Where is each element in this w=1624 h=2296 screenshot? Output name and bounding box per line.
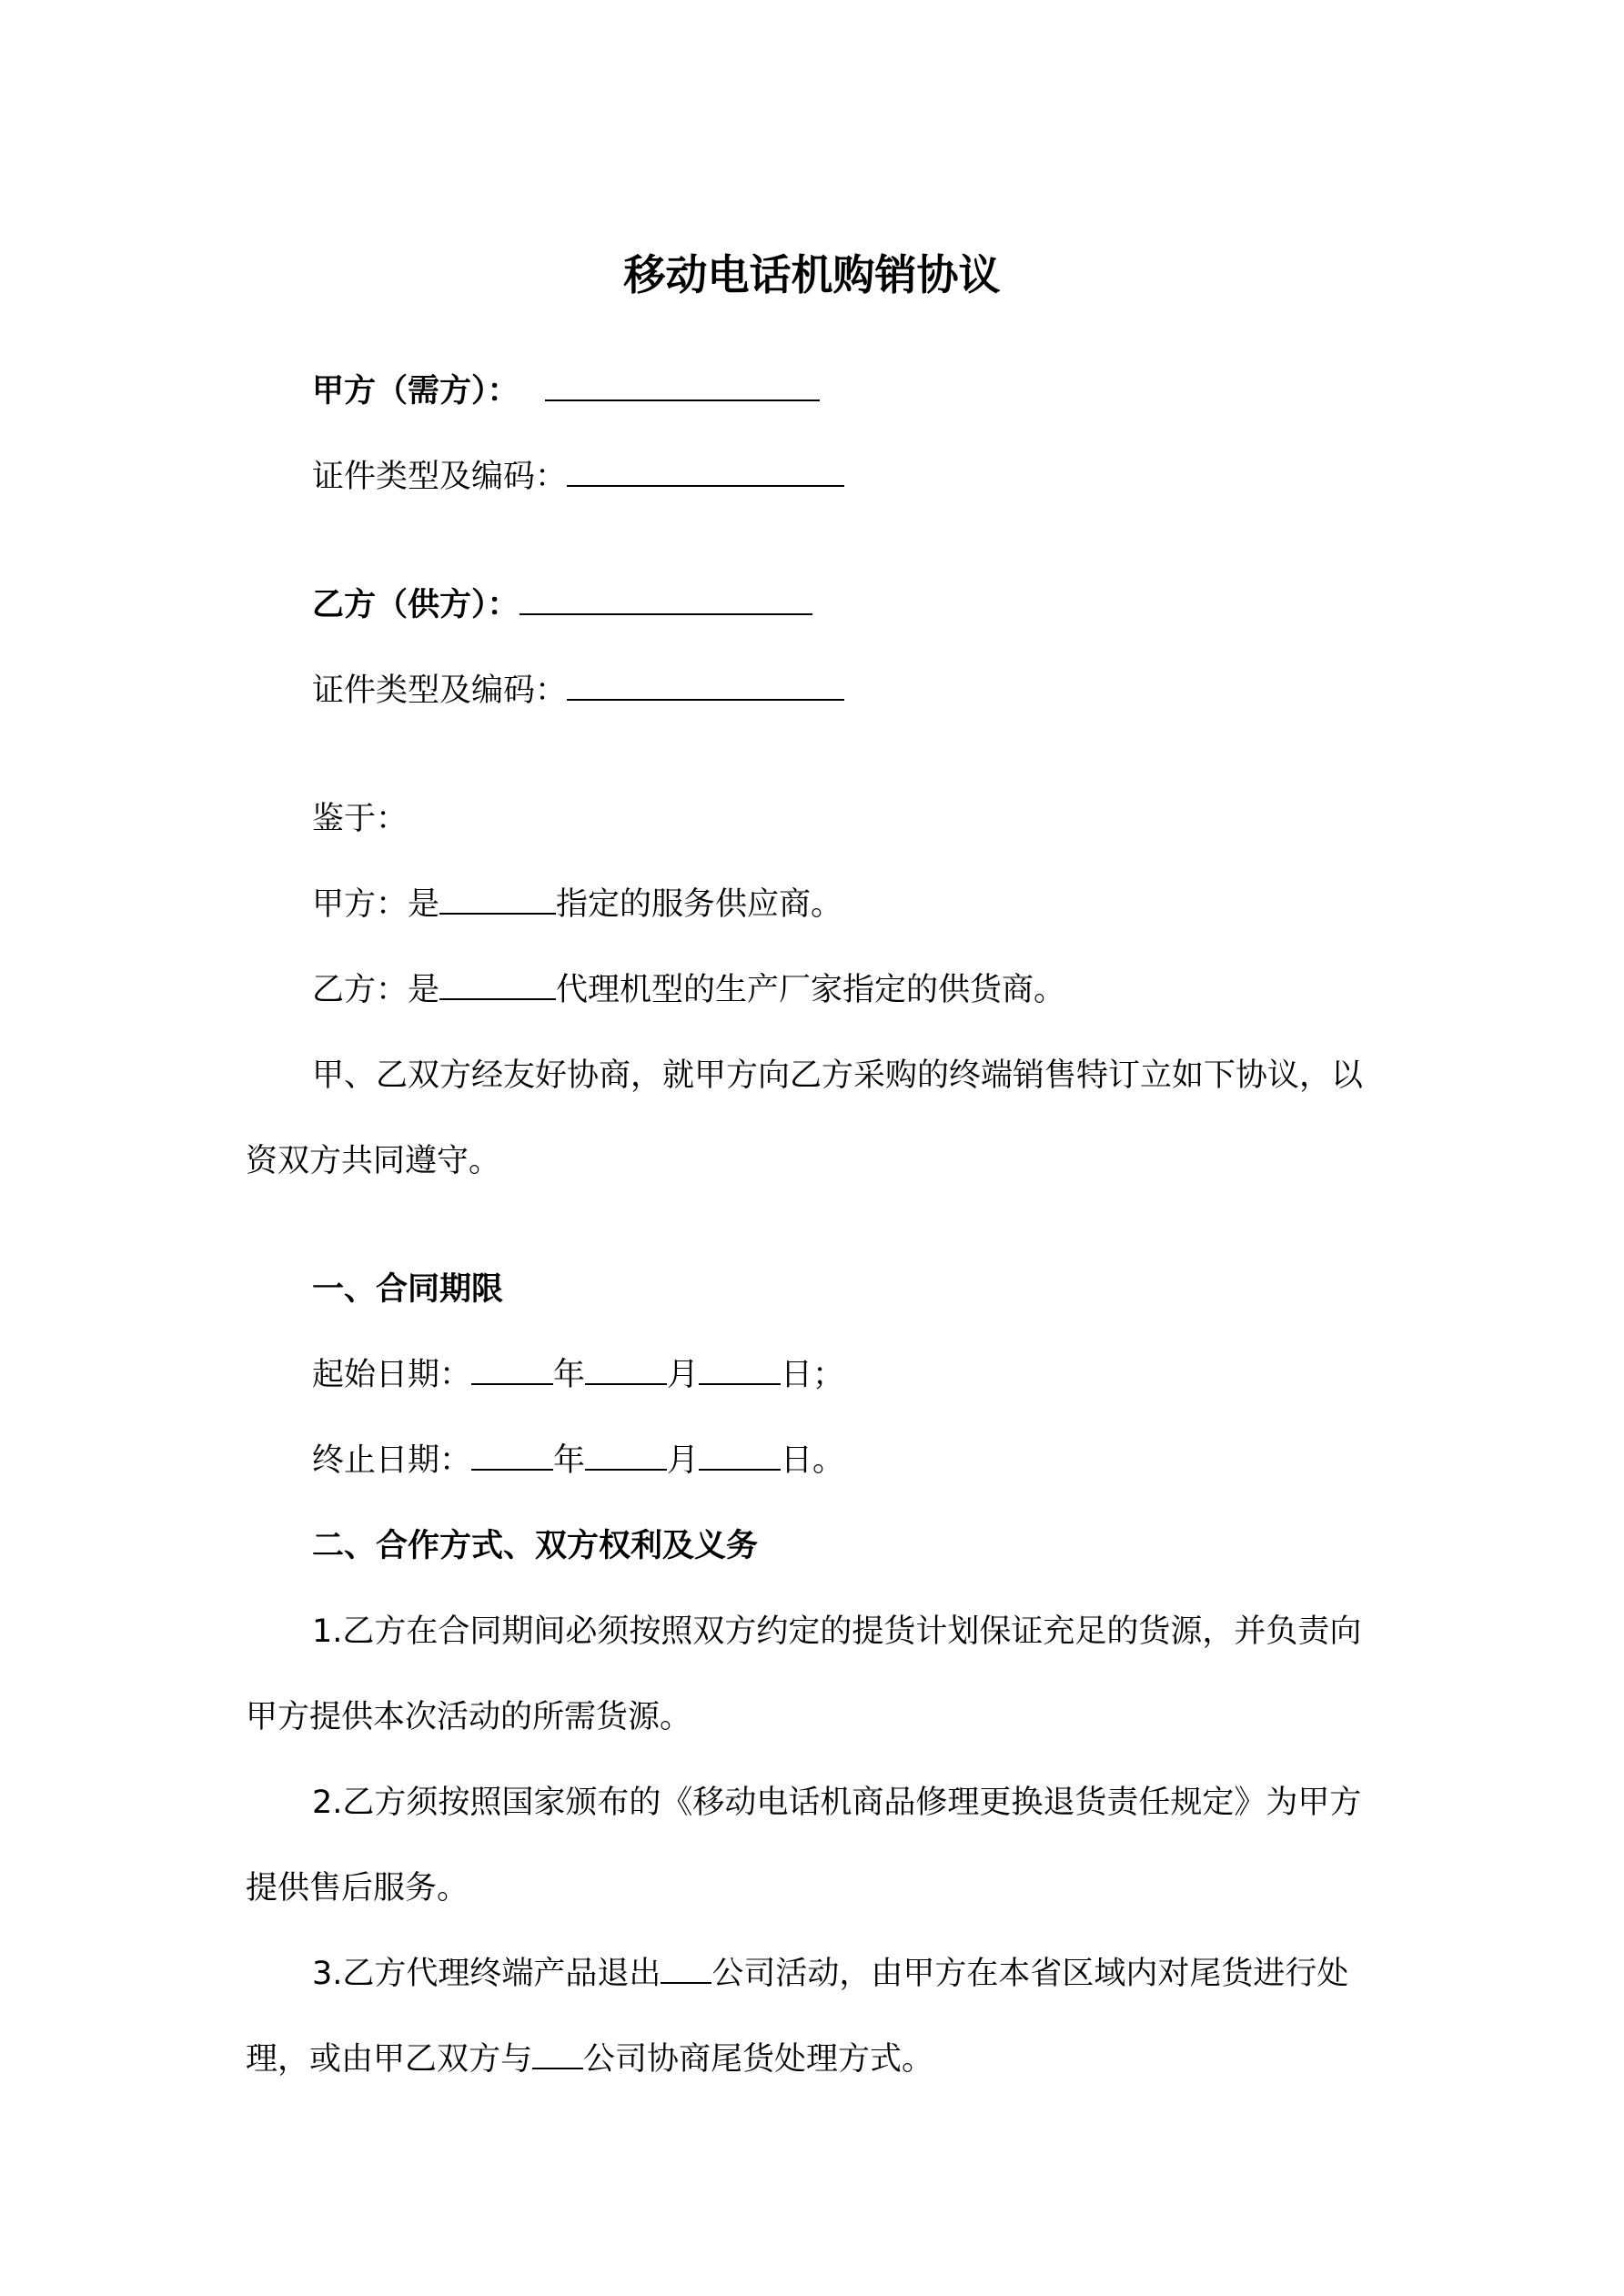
start-date-label: 起始日期：	[312, 1357, 472, 1393]
section1-heading: 一、合同期限	[312, 1271, 504, 1308]
party-a-id-field[interactable]	[567, 458, 844, 487]
day-label: 日。	[781, 1442, 845, 1479]
end-date-line	[312, 1441, 844, 1481]
clause3-company-field[interactable]	[661, 1955, 711, 1984]
year-label: 年	[553, 1357, 586, 1393]
year-label: 年	[553, 1442, 586, 1479]
agreement-paragraph-line2: 资双方共同遵守。	[246, 1143, 501, 1179]
clause3-text-d: 公司协商尾货处理方式。	[583, 2041, 934, 2078]
month-label: 月	[667, 1442, 700, 1479]
start-month-field[interactable]	[585, 1356, 667, 1385]
agreement-paragraph-line1: 甲、乙双方经友好协商，就甲方向乙方采购的终端销售特订立如下协议，以	[312, 1057, 1364, 1094]
clause2-line1: 2.乙方须按照国家颁布的《移动电话机商品修理更换退货责任规定》为甲方	[312, 1785, 1362, 1821]
start-date-line	[312, 1355, 844, 1395]
clause3-line2	[246, 2039, 933, 2079]
party-a-line	[312, 371, 820, 411]
clause3-line1	[312, 1954, 1348, 1994]
party-a-label: 甲方（需方）：	[312, 373, 519, 410]
month-label: 月	[667, 1357, 700, 1393]
end-date-label: 终止日期：	[312, 1442, 472, 1479]
clause2-line2: 提供售后服务。	[246, 1870, 469, 1907]
recitals-intro: 鉴于：	[312, 801, 409, 837]
party-b-id-label: 证件类型及编码：	[312, 673, 568, 709]
clause1-line2: 甲方提供本次活动的所需货源。	[246, 1699, 692, 1735]
recital-party-b	[312, 970, 1065, 1010]
party-a-id-line	[312, 457, 844, 497]
recital-a-prefix: 甲方：是	[312, 886, 440, 923]
recital-b-prefix: 乙方：是	[312, 972, 440, 1008]
party-a-id-label: 证件类型及编码：	[312, 459, 568, 495]
clause3-text-c: 理，或由甲乙双方与	[246, 2041, 533, 2078]
recital-b-blank[interactable]	[439, 971, 556, 1000]
document-title: 移动电话机购销协议	[623, 250, 1001, 299]
section2-heading: 二、合作方式、双方权利及义务	[312, 1528, 759, 1564]
recital-a-blank[interactable]	[439, 885, 556, 915]
day-label: 日；	[781, 1357, 845, 1393]
start-year-field[interactable]	[471, 1356, 553, 1385]
party-b-label: 乙方（供方）：	[312, 587, 519, 623]
party-b-id-line	[312, 671, 844, 711]
clause3-text-a: 3.乙方代理终端产品退出	[312, 1956, 661, 1992]
recital-a-suffix: 指定的服务供应商。	[556, 886, 843, 923]
party-b-name-field[interactable]	[519, 586, 812, 615]
end-year-field[interactable]	[471, 1441, 553, 1471]
party-b-id-field[interactable]	[567, 672, 844, 701]
clause3-company-field-2[interactable]	[532, 2040, 583, 2069]
clause1-line1: 1.乙方在合同期间必须按照双方约定的提货计划保证充足的货源，并负责向	[312, 1613, 1362, 1650]
end-day-field[interactable]	[699, 1441, 781, 1471]
end-month-field[interactable]	[585, 1441, 667, 1471]
start-day-field[interactable]	[699, 1356, 781, 1385]
party-a-name-field[interactable]	[545, 372, 820, 401]
clause3-text-b: 公司活动，由甲方在本省区域内对尾货进行处	[711, 1956, 1349, 1992]
recital-party-a	[312, 885, 842, 925]
party-b-line	[312, 585, 812, 625]
recital-b-suffix: 代理机型的生产厂家指定的供货商。	[556, 972, 1066, 1008]
